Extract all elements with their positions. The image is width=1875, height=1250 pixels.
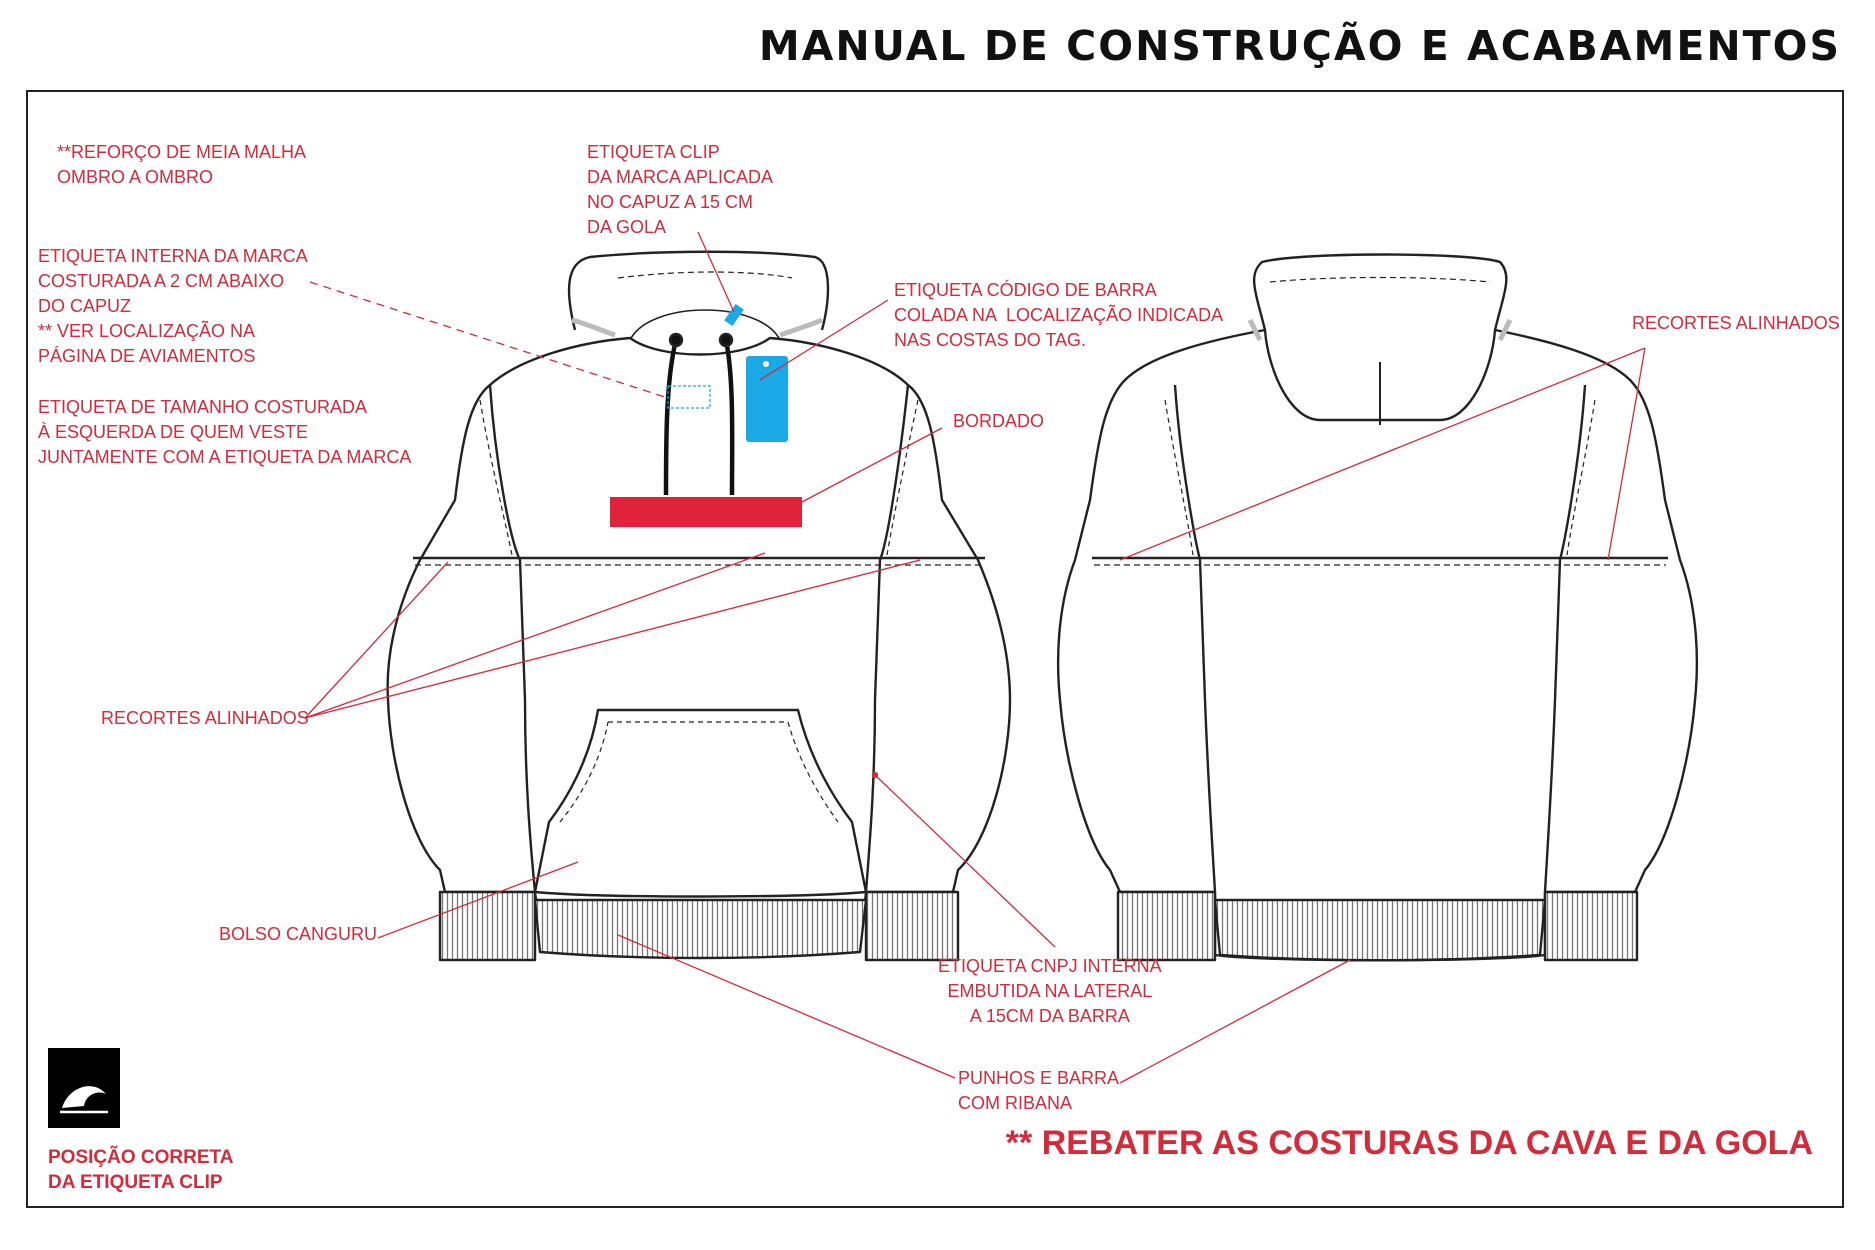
note-reforco: **REFORÇO DE MEIA MALHA OMBRO A OMBRO bbox=[57, 142, 307, 187]
note-bolso-canguru: BOLSO CANGURU bbox=[219, 924, 378, 944]
note-etiqueta-tamanho: ETIQUETA DE TAMANHO COSTURADA À ESQUERDA DE QUEM VESTE JUNTAMENTE COM A ETIQUETA DA MARCA bbox=[38, 397, 412, 467]
note-posicao-correta: POSIÇÃO CORRETA DA ETIQUETA CLIP bbox=[48, 1147, 234, 1193]
note-recortes-back: RECORTES ALINHADOS bbox=[1632, 313, 1840, 333]
note-codigo-barra: ETIQUETA CÓDIGO DE BARRA COLADA NA LOCALIZAÇÃO INDICADA NAS COSTAS DO TAG. bbox=[894, 280, 1224, 350]
back-hoodie bbox=[1058, 255, 1697, 961]
front-cuff-right bbox=[866, 892, 958, 960]
front-cuff-left bbox=[440, 892, 535, 960]
front-hood bbox=[569, 252, 828, 330]
page-title: MANUAL DE CONSTRUÇÃO E ACABAMENTOS bbox=[758, 22, 1841, 70]
note-bordado: BORDADO bbox=[953, 411, 1045, 431]
embroidery-mark bbox=[610, 497, 802, 527]
back-cuff-right bbox=[1545, 892, 1637, 960]
back-cuff-left bbox=[1118, 892, 1215, 960]
note-punhos-barra: PUNHOS E BARRA COM RIBANA bbox=[958, 1068, 1120, 1113]
note-etiqueta-interna: ETIQUETA INTERNA DA MARCA COSTURADA A 2 CM ABAIXO DO CAPUZ ** VER LOCALIZAÇÃO NA PÁGINA DE AVIAMENTOS bbox=[38, 246, 308, 366]
back-body bbox=[1058, 330, 1697, 960]
front-hoodie bbox=[388, 252, 1010, 960]
barcode-tag bbox=[746, 356, 788, 442]
back-hem-rib bbox=[1215, 900, 1545, 960]
note-recortes-front: RECORTES ALINHADOS bbox=[101, 708, 309, 728]
rebater-instruction: ** REBATER AS COSTURAS DA CAVA E DA GOLA bbox=[1005, 1124, 1813, 1162]
logo-wave-icon bbox=[48, 1048, 120, 1128]
front-hem-rib bbox=[535, 900, 866, 958]
note-cnpj: ETIQUETA CNPJ INTERNA EMBUTIDA NA LATERAL A 15CM DA BARRA bbox=[938, 956, 1162, 1026]
note-etiqueta-clip: ETIQUETA CLIP DA MARCA APLICADA NO CAPUZ A 15 CM DA GOLA bbox=[587, 142, 774, 237]
